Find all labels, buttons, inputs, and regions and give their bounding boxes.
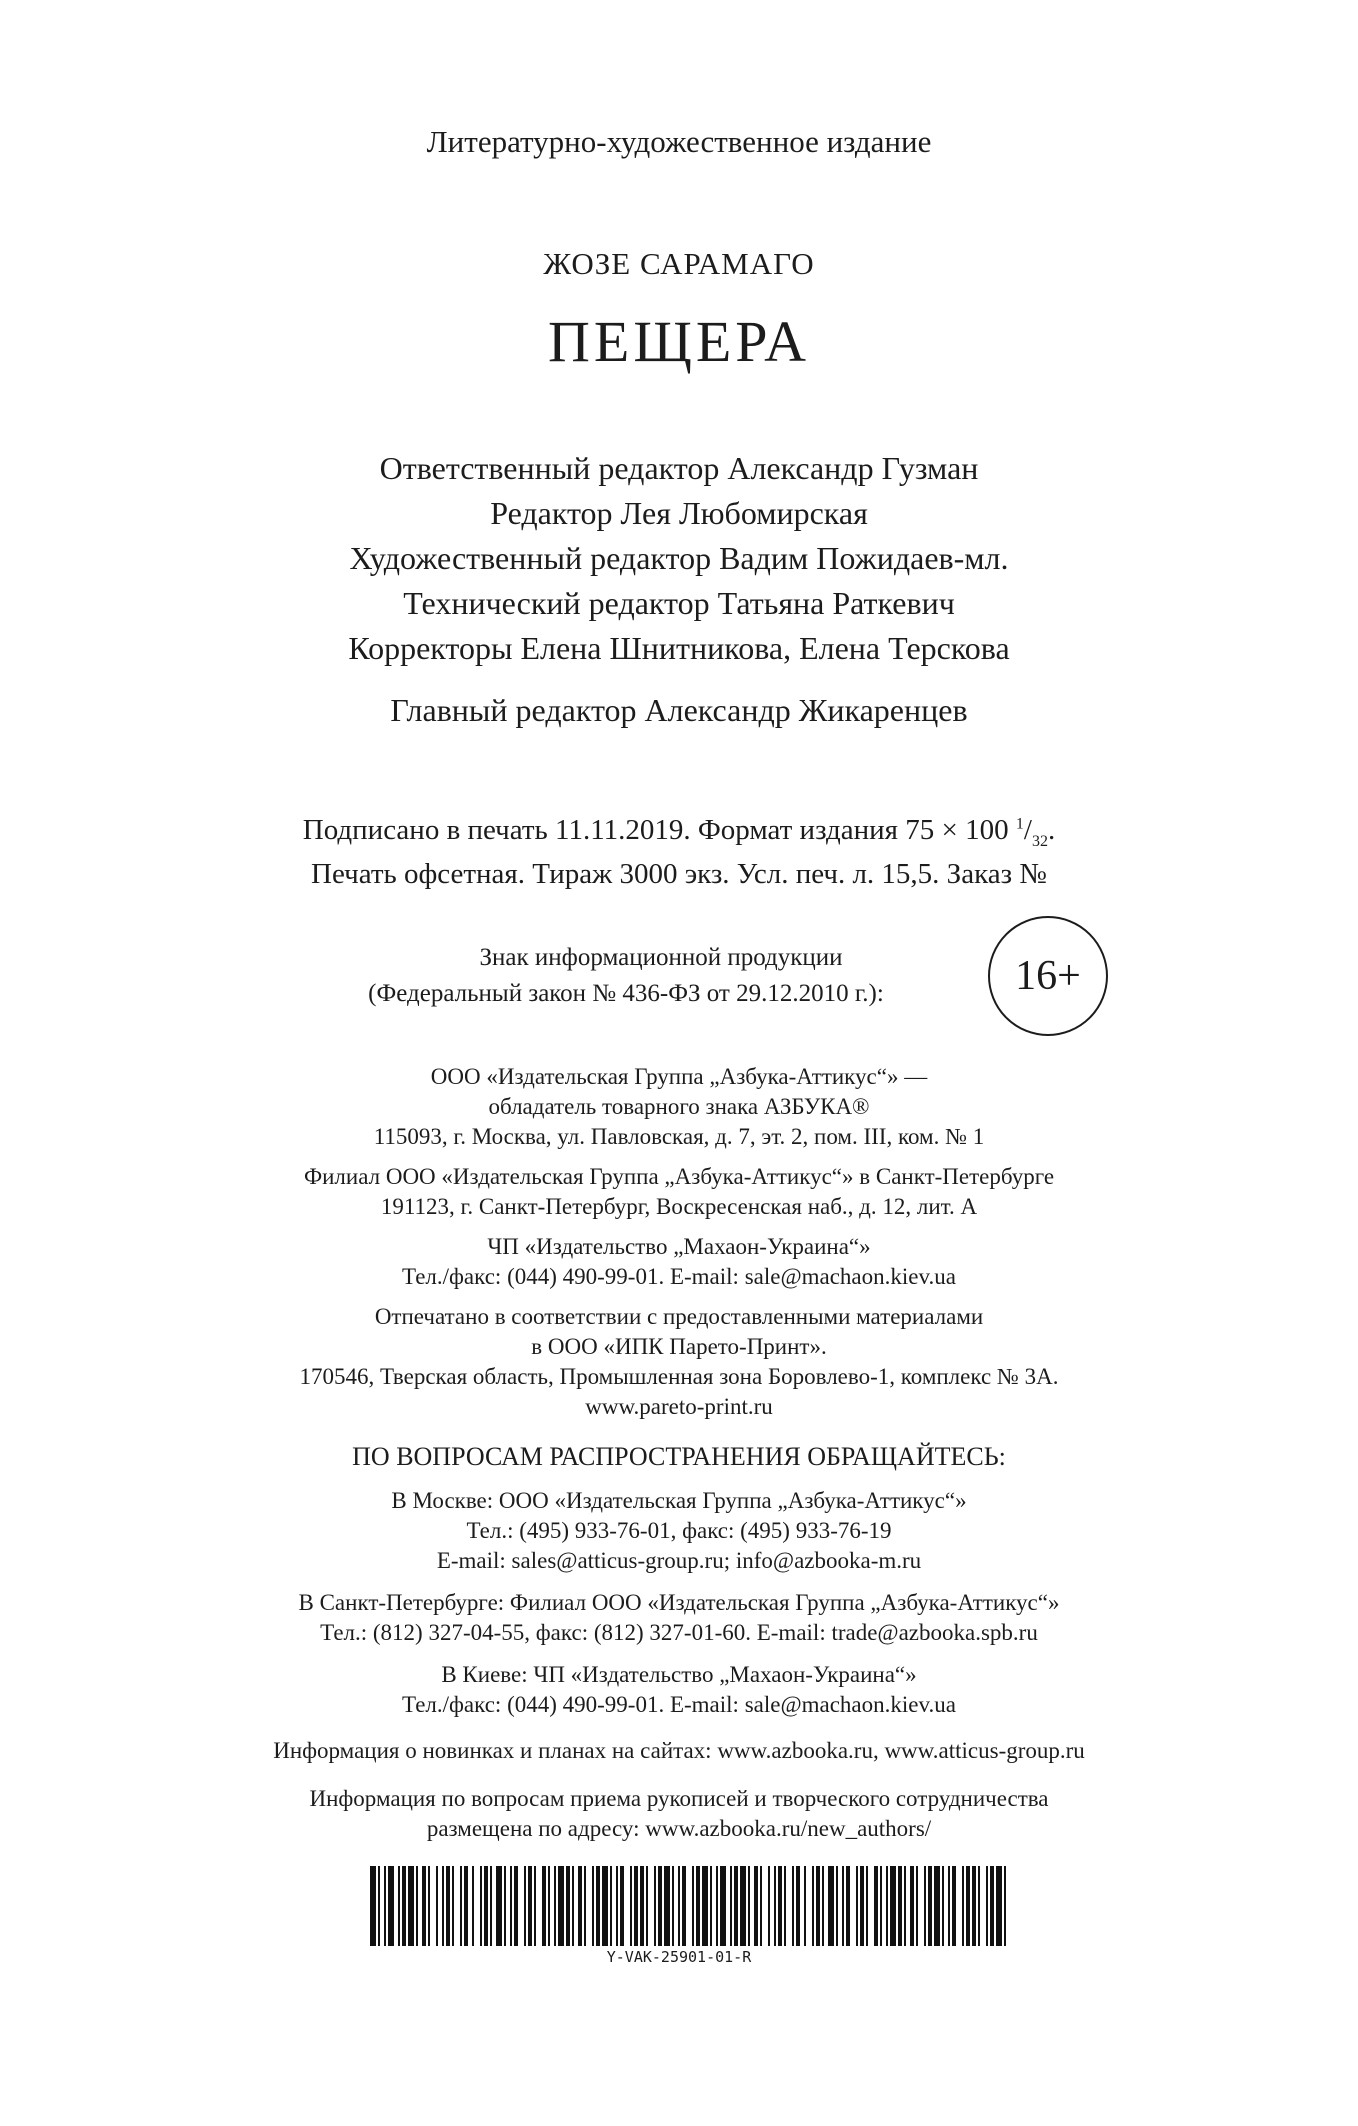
authors-info-line: Информация по вопросам приема рукописей и творческого сотрудничества <box>309 1786 1049 1811</box>
credit-line: Технический редактор Татьяна Раткевич <box>403 585 955 621</box>
barcode-bar <box>996 1866 1002 1946</box>
spb-line: В Санкт-Петербурге: Филиал ООО «Издательская Группа „Азбука-Аттикус“» <box>298 1590 1060 1615</box>
barcode-bar <box>370 1866 376 1946</box>
barcode-bar <box>616 1866 618 1946</box>
barcode-bar <box>654 1866 656 1946</box>
barcode-bar <box>672 1866 674 1946</box>
barcode-bar <box>480 1866 482 1946</box>
barcode-text: Y-VAK-25901-01-R <box>606 1948 752 1966</box>
barcode-bar <box>528 1866 532 1946</box>
barcode-bar <box>874 1866 878 1946</box>
moscow-email: E-mail: sales@atticus-group.ru; info@azbooka-m.ru <box>436 1548 922 1573</box>
print-info-text: Подписано в печать 11.11.2019. Формат издания 75 × 100 <box>302 814 1009 846</box>
chief-editor-line: Главный редактор Александр Жикаренцев <box>390 692 968 728</box>
barcode-bar <box>822 1866 824 1946</box>
barcode-bar <box>924 1866 926 1946</box>
credit-line: Художественный редактор Вадим Пожидаев-мл. <box>349 540 1009 576</box>
print-info-line2: Печать офсетная. Тираж 3000 экз. Усл. печ. л. 15,5. Заказ № <box>311 858 1047 890</box>
moscow-line: В Москве: ООО «Издательская Группа „Азбука-Аттикус“» <box>391 1488 967 1513</box>
publisher-address: 115093, г. Москва, ул. Павловская, д. 7, эт. 2, пом. III, ком. № 1 <box>373 1124 985 1149</box>
barcode-bar <box>928 1866 932 1946</box>
info-sign-block <box>296 940 956 1012</box>
barcode-bar <box>886 1866 888 1946</box>
barcode-bar <box>828 1866 834 1946</box>
barcode-bar <box>524 1866 526 1946</box>
barcode-bar <box>696 1866 700 1946</box>
barcode-bar <box>734 1866 738 1946</box>
book-author: ЖОЗЕ САРАМАГО <box>543 246 815 281</box>
barcode-bar <box>748 1866 750 1946</box>
barcode-bar <box>812 1866 814 1946</box>
barcode-bar <box>422 1866 426 1946</box>
print-info-end: . <box>1047 814 1056 846</box>
barcode-bar <box>510 1866 512 1946</box>
barcode-bar <box>754 1866 758 1946</box>
branch-line: Филиал ООО «Издательская Группа „Азбука-Аттикус“» в Санкт-Петербурге <box>303 1164 1055 1189</box>
barcode-bar <box>942 1866 944 1946</box>
barcode-bar <box>916 1866 918 1946</box>
barcode-bar <box>972 1866 976 1946</box>
barcode-bar <box>784 1866 786 1946</box>
barcode-bar <box>592 1866 594 1946</box>
barcode-bar <box>856 1866 858 1946</box>
barcode-bar <box>548 1866 550 1946</box>
ukraine-line: ЧП «Издательство „Махаон-Украина“» <box>487 1234 871 1259</box>
barcode-bar <box>504 1866 506 1946</box>
printer-address: 170546, Тверская область, Промышленная зона Боровлево-1, комплекс № 3А. <box>299 1364 1059 1389</box>
book-title: ПЕЩЕРА <box>548 309 810 374</box>
barcode-bar <box>774 1866 776 1946</box>
authors-info-address: размещена по адресу: www.azbooka.ru/new_authors/ <box>426 1816 932 1841</box>
barcode-bar <box>514 1866 518 1946</box>
barcode-bar <box>484 1866 488 1946</box>
barcode-bar <box>682 1866 686 1946</box>
barcode-bar <box>1004 1866 1006 1946</box>
barcode-bar <box>678 1866 680 1946</box>
barcode-bar <box>402 1866 406 1946</box>
barcode-bar <box>716 1866 718 1946</box>
barcode-bar <box>658 1866 662 1946</box>
barcode-bar <box>566 1866 570 1946</box>
barcode-bar <box>846 1866 850 1946</box>
barcode-bar <box>646 1866 648 1946</box>
barcode-bar <box>388 1866 394 1946</box>
info-sign-law: (Федеральный закон № 436-ФЗ от 29.12.2010 г.): <box>368 980 884 1007</box>
barcode-bar <box>880 1866 882 1946</box>
credit-line: Редактор Лея Любомирская <box>490 495 868 531</box>
distribution-heading: ПО ВОПРОСАМ РАСПРОСТРАНЕНИЯ ОБРАЩАЙТЕСЬ: <box>352 1442 1006 1471</box>
barcode-bar <box>634 1866 638 1946</box>
barcode-bar <box>720 1866 726 1946</box>
barcode-bar <box>452 1866 454 1946</box>
barcode-bar <box>778 1866 782 1946</box>
edition-type: Литературно-художественное издание <box>426 124 932 159</box>
barcode-bar <box>572 1866 574 1946</box>
barcode-bar <box>602 1866 608 1946</box>
barcode-bar <box>986 1866 988 1946</box>
ukraine-contact: Тел./факс: (044) 490-99-01. E-mail: sale@machaon.kiev.ua <box>402 1264 956 1289</box>
barcode-bar <box>640 1866 644 1946</box>
barcode-bar <box>472 1866 474 1946</box>
barcode-bar <box>768 1866 770 1946</box>
barcode-bar <box>630 1866 632 1946</box>
barcode-bar <box>408 1866 414 1946</box>
printer-line: Отпечатано в соответствии с предоставленными материалами <box>374 1304 984 1329</box>
barcode-bar <box>428 1866 430 1946</box>
barcode-bar <box>558 1866 564 1946</box>
barcode-bar <box>578 1866 582 1946</box>
barcode-bar <box>534 1866 536 1946</box>
barcode-bar <box>384 1866 386 1946</box>
barcode-bar <box>460 1866 462 1946</box>
barcode-bar <box>990 1866 994 1946</box>
barcode-bar <box>860 1866 864 1946</box>
barcode-bar <box>836 1866 838 1946</box>
barcode-bar <box>898 1866 902 1946</box>
credit-line: Корректоры Елена Шнитникова, Елена Терскова <box>348 630 1010 666</box>
barcode-bar <box>866 1866 868 1946</box>
kiev-line: В Киеве: ЧП «Издательство „Махаон-Украина“» <box>441 1662 917 1687</box>
barcode-bar <box>796 1866 800 1946</box>
barcode-bar <box>398 1866 400 1946</box>
barcode-bar <box>542 1866 546 1946</box>
credit-line: Ответственный редактор Александр Гузман <box>379 450 979 486</box>
barcode-bar <box>378 1866 380 1946</box>
barcode-bar <box>436 1866 438 1946</box>
barcode-bar <box>804 1866 806 1946</box>
barcode-bar <box>610 1866 612 1946</box>
barcode-bar <box>496 1866 502 1946</box>
barcode-bars <box>370 1866 1006 1946</box>
kiev-contact: Тел./факс: (044) 490-99-01. E-mail: sale@machaon.kiev.ua <box>402 1692 956 1717</box>
barcode-bar <box>596 1866 600 1946</box>
age-rating-badge: 16+ <box>988 916 1108 1036</box>
barcode-bar <box>416 1866 418 1946</box>
barcode-bar <box>664 1866 670 1946</box>
barcode-bar <box>464 1866 468 1946</box>
printer-website: www.pareto-print.ru <box>585 1394 773 1419</box>
barcode-bar <box>490 1866 492 1946</box>
barcode-bar <box>730 1866 732 1946</box>
barcode-bar <box>890 1866 896 1946</box>
barcode-bar <box>910 1866 914 1946</box>
printer-line: в ООО «ИПК Парето-Принт». <box>531 1334 827 1359</box>
spb-contact: Тел.: (812) 327-04-55, факс: (812) 327-01-60. E-mail: trade@azbooka.spb.ru <box>320 1620 1038 1645</box>
barcode-bar <box>816 1866 820 1946</box>
format-denominator: 32 <box>1031 832 1048 850</box>
barcode-bar <box>620 1866 624 1946</box>
barcode-bar <box>710 1866 712 1946</box>
barcode-bar <box>966 1866 970 1946</box>
barcode-image <box>370 1866 1010 1946</box>
barcode-bar <box>554 1866 556 1946</box>
barcode-bar <box>792 1866 794 1946</box>
barcode-bar <box>978 1866 980 1946</box>
websites-line: Информация о новинках и планах на сайтах: www.azbooka.ru, www.atticus-group.ru <box>273 1738 1085 1763</box>
barcode-bar <box>934 1866 940 1946</box>
barcode-bar <box>948 1866 950 1946</box>
barcode-bar <box>446 1866 450 1946</box>
branch-address: 191123, г. Санкт-Петербург, Воскресенская наб., д. 12, лит. А <box>380 1194 978 1219</box>
publisher-line: обладатель товарного знака АЗБУКА® <box>488 1094 870 1119</box>
barcode-bar <box>962 1866 964 1946</box>
barcode-bar <box>740 1866 746 1946</box>
barcode-bar <box>904 1866 906 1946</box>
publisher-line: ООО «Издательская Группа „Азбука-Аттикус“» — <box>430 1064 928 1089</box>
barcode-bar <box>584 1866 586 1946</box>
info-sign-label: Знак информационной продукции <box>479 944 843 971</box>
format-numerator: 1 <box>1015 815 1024 833</box>
barcode-bar <box>442 1866 444 1946</box>
barcode-bar <box>842 1866 844 1946</box>
barcode-bar <box>952 1866 956 1946</box>
barcode-bar <box>702 1866 708 1946</box>
barcode-bar <box>760 1866 762 1946</box>
barcode-bar <box>692 1866 694 1946</box>
moscow-phone: Тел.: (495) 933-76-01, факс: (495) 933-76-19 <box>466 1518 892 1543</box>
print-info-line1: Подписано в печать 11.11.2019. Формат издания 75 × 100 $^1/_{32}$. <box>302 814 1056 850</box>
